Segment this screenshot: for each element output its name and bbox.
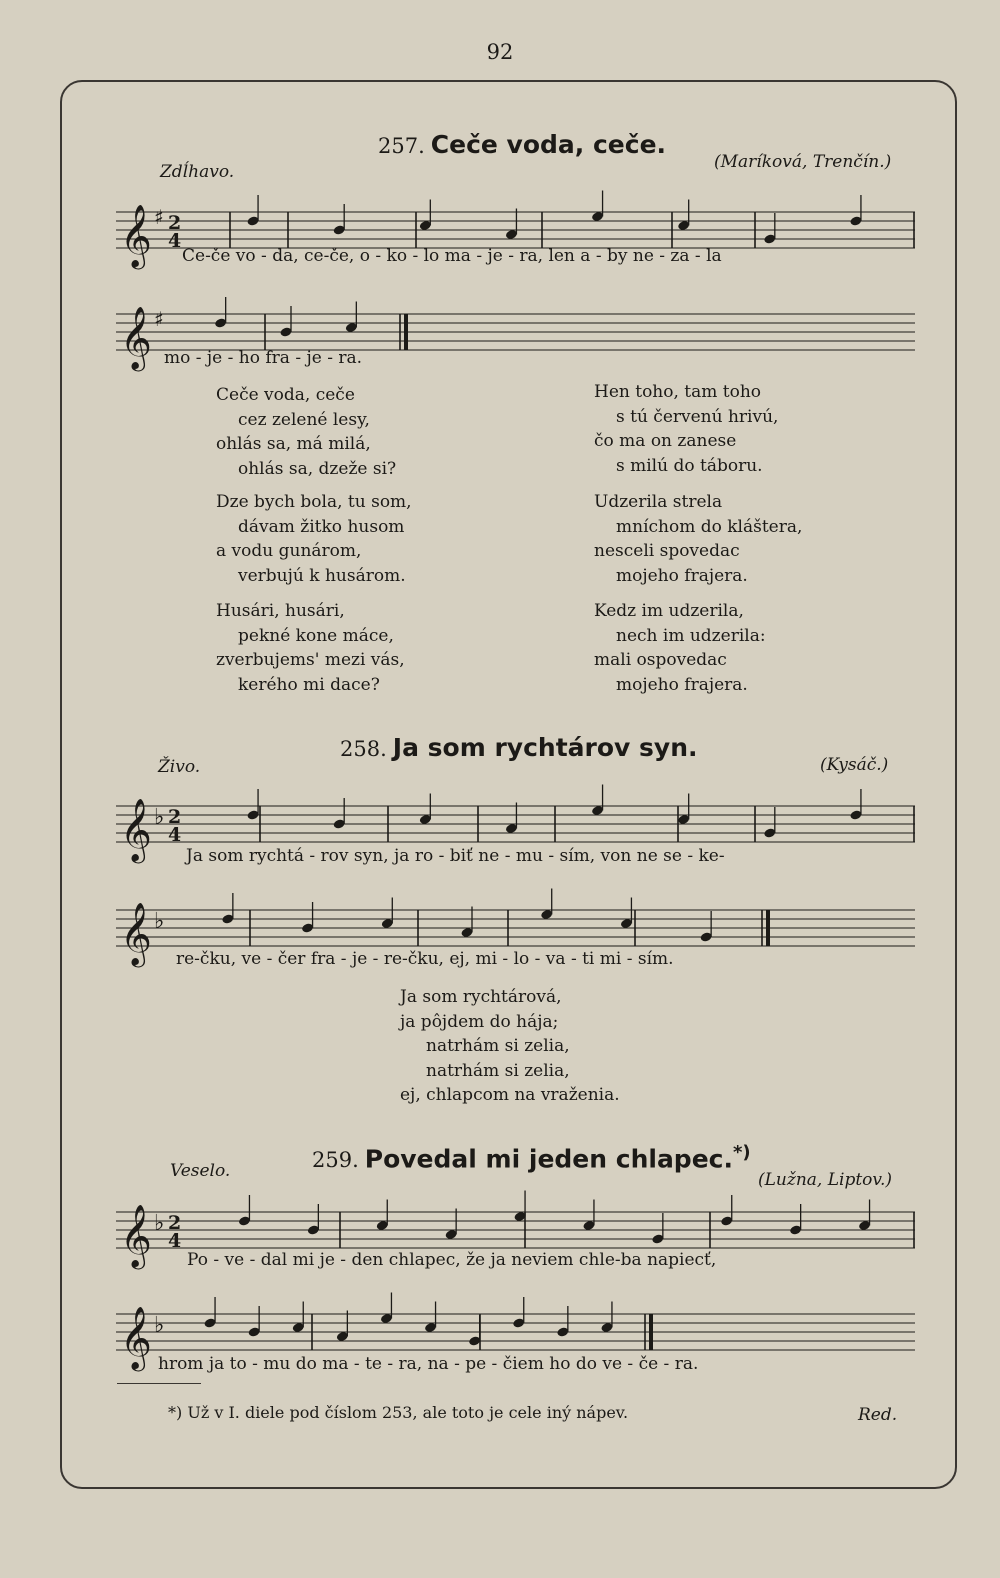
verse-line: Kedz im udzerila, xyxy=(594,601,744,621)
final-barline xyxy=(766,910,770,946)
verse-line: mníchom do kláštera, xyxy=(616,516,803,537)
verse xyxy=(594,490,802,588)
verse-line: Hen toho, tam toho xyxy=(594,382,762,402)
song-name: Ceče voda, ceče. xyxy=(430,130,667,159)
song-name: Povedal mi jeden chlapec. xyxy=(364,1144,733,1174)
verse-line: natrhám si zelia, xyxy=(426,1036,570,1056)
verse-line: čo ma on zanese xyxy=(594,431,737,451)
verse-line: mali ospovedac xyxy=(594,650,727,670)
lyrics-line: Ce-če vo - da, ce-če, o - ko - lo ma - je - ra, len a - by ne - za - la xyxy=(182,246,722,266)
verse-line: Udzerila strela xyxy=(594,492,723,512)
verse-line: ohlás sa, dzeže si? xyxy=(238,458,397,479)
tempo-marking: Veselo. xyxy=(170,1161,231,1181)
verse-line: natrhám si zelia, xyxy=(426,1060,570,1081)
flat-sign: ♭ xyxy=(154,1211,165,1236)
verse xyxy=(216,599,405,697)
verse-line: pekné kone máce, xyxy=(238,625,394,646)
treble-clef-icon: 𝄞 xyxy=(120,798,152,861)
treble-clef-icon: 𝄞 xyxy=(120,204,152,267)
treble-clef-icon: 𝄞 xyxy=(120,1204,152,1267)
final-barline xyxy=(649,1314,653,1350)
footnote-rule xyxy=(117,1383,201,1384)
page-number: 92 xyxy=(486,40,514,64)
final-barline xyxy=(404,314,408,350)
song-number: 257. xyxy=(378,134,425,158)
verse-line: cez zelené lesy, xyxy=(238,409,370,430)
verse xyxy=(400,985,620,1108)
verse-line: ej, chlapcom na vraženia. xyxy=(400,1085,620,1105)
flat-sign: ♭ xyxy=(154,909,165,934)
verse-line: Ja som rychtárová, xyxy=(400,987,562,1007)
treble-clef-icon: 𝄞 xyxy=(120,306,152,369)
song-number: 258. xyxy=(340,737,387,761)
lyrics-line: mo - je - ho fra - je - ra. xyxy=(164,348,363,368)
time-signature-top: 2 xyxy=(168,212,182,234)
song-title xyxy=(378,130,666,159)
verse-line: ohlás sa, má milá, xyxy=(216,434,371,454)
footnote: *) Už v I. diele pod číslom 253, ale toto je cele iný nápev. xyxy=(168,1403,629,1422)
song-source: (Kysáč.) xyxy=(820,755,889,775)
song-name: Ja som rychtárov syn. xyxy=(392,733,698,762)
verse-line: nech im udzerila: xyxy=(616,625,766,646)
verse xyxy=(216,383,396,481)
tempo-marking: Zdĺhavo. xyxy=(160,162,235,182)
verse xyxy=(594,380,778,478)
verse-line: mojeho frajera. xyxy=(616,674,748,695)
sharp-sign: ♯ xyxy=(154,205,164,229)
sharp-sign: ♯ xyxy=(154,307,164,331)
song-source: (Lužna, Liptov.) xyxy=(758,1170,893,1190)
verse-line: verbujú k husárom. xyxy=(238,565,406,586)
lyrics-line: Ja som rychtá - rov syn, ja ro - biť ne - mu - sím, von ne se - ke- xyxy=(186,846,725,866)
lyrics-line: Po - ve - dal mi je - den chlapec, že ja neviem chle-ba napiecť, xyxy=(187,1250,717,1270)
page-frame xyxy=(60,80,957,1489)
lyrics-line: re-čku, ve - čer fra - je - re-čku, ej, mi - lo - va - ti mi - sím. xyxy=(176,949,674,969)
treble-clef-icon: 𝄞 xyxy=(120,1306,152,1369)
song-title xyxy=(312,1142,751,1173)
verse xyxy=(594,599,766,697)
verse-line: a vodu gunárom, xyxy=(216,541,362,561)
verse-line: nesceli spovedac xyxy=(594,541,740,561)
flat-sign: ♭ xyxy=(154,805,165,830)
time-signature-bottom: 4 xyxy=(168,1230,182,1252)
verse-line: Ceče voda, ceče xyxy=(216,385,355,405)
verse-line: zverbujems' mezi vás, xyxy=(216,650,405,670)
verse xyxy=(216,490,412,588)
editor-signature: Red. xyxy=(858,1405,898,1425)
verse-line: Dze bych bola, tu som, xyxy=(216,492,412,512)
footnote-mark: *) xyxy=(732,1142,751,1163)
verse-line: kerého mi dace? xyxy=(238,674,380,695)
verse-line: Husári, husári, xyxy=(216,601,345,621)
verse-line: ja pôjdem do hája; xyxy=(400,1011,559,1032)
treble-clef-icon: 𝄞 xyxy=(120,902,152,965)
verse-line: dávam žitko husom xyxy=(238,516,405,537)
tempo-marking: Živo. xyxy=(158,757,201,777)
verse-line: mojeho frajera. xyxy=(616,565,748,586)
song-title xyxy=(340,733,698,762)
time-signature-bottom: 4 xyxy=(168,824,182,846)
flat-sign: ♭ xyxy=(154,1313,165,1338)
song-source: (Maríková, Trenčín.) xyxy=(714,152,892,172)
lyrics-line: hrom ja to - mu do ma - te - ra, na - pe - čiem ho do ve - če - ra. xyxy=(158,1354,699,1374)
time-signature-bottom: 4 xyxy=(168,230,182,252)
song-number: 259. xyxy=(312,1148,359,1173)
verse-line: s milú do táboru. xyxy=(616,455,763,476)
verse-line: s tú červenú hrivú, xyxy=(616,406,779,427)
time-signature-top: 2 xyxy=(168,806,182,828)
time-signature-top: 2 xyxy=(168,1212,182,1234)
